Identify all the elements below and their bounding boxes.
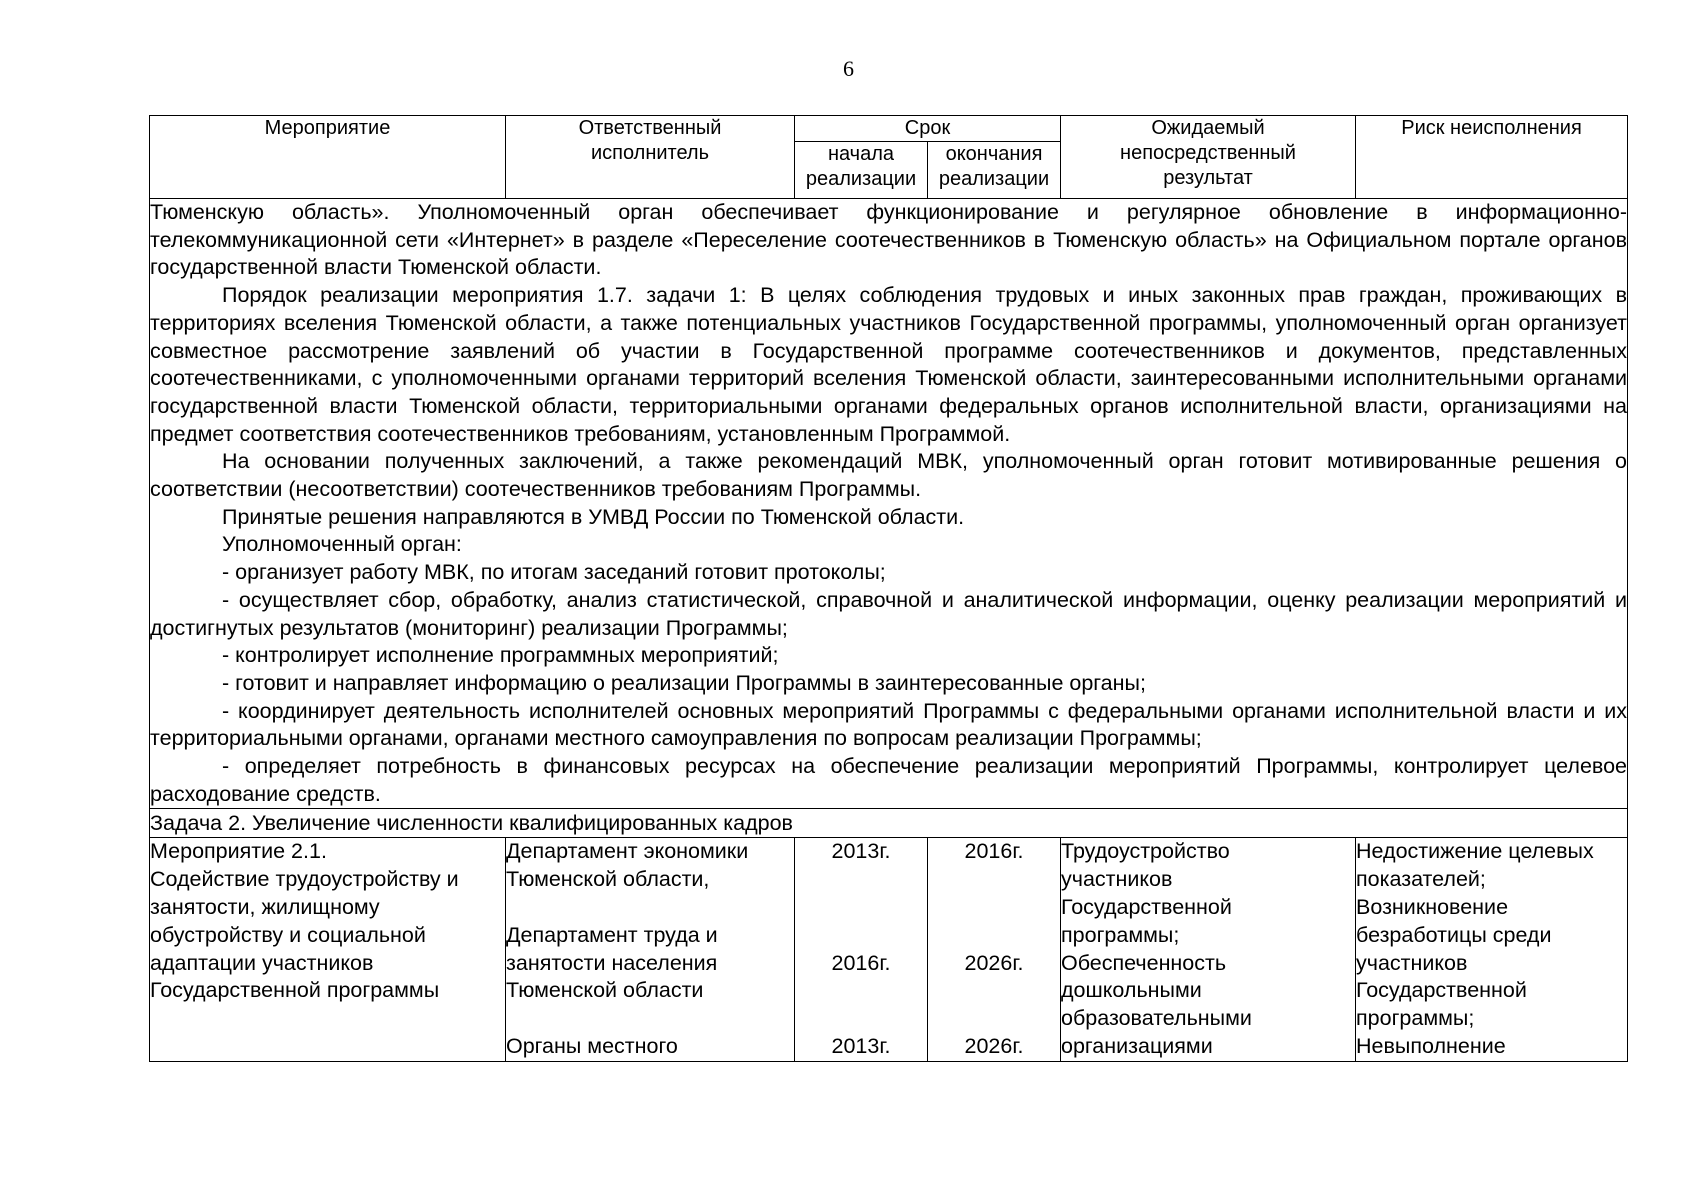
paragraph: Принятые решения направляются в УМВД России по Тюменской области. [222, 504, 965, 529]
result-cell: Трудоустройство участников Государственной программы; Обеспеченность дошкольными образовательными организациями [1061, 838, 1356, 1061]
paragraph: Тюменскую область». Уполномоченный орган обеспечивает функционирование и регулярное обновление в информационно-телекоммуникационной сети «Интернет» в разделе «Переселение соотечественников в Тюменскую область» на Официальном портале органов государственной власти Тюменской области. [150, 200, 1628, 280]
task-2-heading: Задача 2. Увеличение численности квалифицированных кадров [150, 809, 1628, 838]
list-item: - определяет потребность в финансовых ресурсах на обеспечение реализации мероприятий Программы, контролирует целевое расходование средств. [150, 754, 1628, 806]
header-responsible: Ответственный исполнитель [506, 116, 795, 199]
risk-cell: Недостижение целевых показателей; Возникновение безработицы среди участников Государственной программы; Невыполнение [1356, 838, 1628, 1061]
header-risk: Риск неисполнения [1356, 116, 1628, 199]
header-result: Ожидаемый непосредственный результат [1061, 116, 1356, 199]
program-measures-table [149, 115, 1628, 1062]
task-row [150, 809, 1628, 838]
list-item: - контролирует исполнение программных мероприятий; [222, 643, 779, 668]
header-start: начала реализации [795, 142, 928, 199]
paragraph: Порядок реализации мероприятия 1.7. задачи 1: В целях соблюдения трудовых и иных законных прав граждан, проживающих в территориях вселения Тюменской области, а также потенциальных участников Государственной программы, уполномоченный орган организует совместное рассмотрение заявлений об участии в Государственной программе соотечественников и документов, представленных соотечественниками, с уполномоченными органами территорий вселения Тюменской области, заинтересованными исполнительными органами государственной власти Тюменской области, территориальными органами федеральных органов исполнительной власти, организациями на предмет соответствия соотечественников требованиям, установленным Программой. [150, 283, 1628, 446]
list-item: - координирует деятельность исполнителей основных мероприятий Программы с федеральными органами исполнительной власти и их территориальными органами, органами местного самоуправления по вопросам реализации Программы; [150, 698, 1628, 751]
table-row [150, 838, 1628, 1061]
paragraph: На основании полученных заключений, а также рекомендаций МВК, уполномоченный орган готовит мотивированные решения о соответствии (несоответствии) соотечественников требованиям Программы. [150, 449, 1628, 502]
list-item: - осуществляет сбор, обработку, анализ статистической, справочной и аналитической информации, оценку реализации мероприятий и достигнутых результатов (мониторинг) реализации Программы; [150, 587, 1628, 640]
body-text-row [150, 199, 1628, 809]
header-term: Срок [795, 116, 1061, 142]
header-measure: Мероприятие [150, 116, 506, 199]
table-header-row [150, 116, 1628, 142]
header-end: окончания реализации [928, 142, 1061, 199]
end-cell: 2016г. 2026г. 2026г. [928, 838, 1061, 1061]
list-item: - организует работу МВК, по итогам заседаний готовит протоколы; [222, 560, 886, 585]
page-number: 6 [843, 56, 854, 81]
list-item: - готовит и направляет информацию о реализации Программы в заинтересованные органы; [222, 670, 1146, 695]
paragraph: Уполномоченный орган: [222, 532, 462, 557]
body-text-cell [150, 199, 1628, 809]
responsible-cell: Департамент экономики Тюменской области, Департамент труда и занятости населения Тюменской области Органы местного [506, 838, 795, 1061]
start-cell: 2013г. 2016г. 2013г. [795, 838, 928, 1061]
measure-cell: Мероприятие 2.1. Содействие трудоустройству и занятости, жилищному обустройству и социальной адаптации участников Государственной программы [150, 838, 506, 1061]
